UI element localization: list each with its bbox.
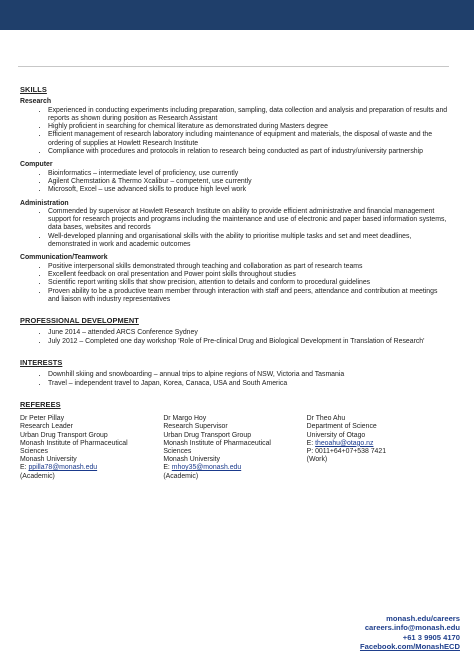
list-item: • Travel – independent travel to Japan, Korea, Canaca, USA and South America — [48, 380, 450, 388]
referee-email-link[interactable]: mhoy35@monash.edu — [171, 464, 242, 472]
list-item: • Proven ability to be a productive team member through interaction with staff and peers, attendance and contribution at meetings and liaison with industry representatives — [48, 288, 450, 305]
referee-group: Urban Drug Transport Group — [163, 431, 252, 439]
list-item: • Highly proficient in searching for chemical literature as demonstrated during Masters degree — [48, 123, 450, 131]
list-item: • June 2014 – attended ARCS Conference Sydney — [48, 329, 450, 337]
referee-email-link[interactable]: ppilla78@monash.edu — [28, 464, 98, 472]
referee-role: Department of Science — [306, 423, 377, 431]
list-item: • Commended by supervisor at Howlett Research Institute on ability to provide efficient administrative and financial management support for research projects and programs including the maintenance and use of electronic and paper based information systems, data bases, websites and records — [48, 208, 450, 233]
professional-development-heading: PROFESSIONAL DEVELOPMENT — [20, 316, 139, 326]
list-item: • Scientific report writing skills that show precision, attention to details and conform to procedural guidelines — [48, 279, 450, 287]
list-item: • Positive interpersonal skills demonstrated through teaching and collaboration as part of research teams — [48, 263, 450, 271]
referee-university: Monash University — [20, 456, 77, 464]
research-list — [20, 107, 450, 157]
referee-name: Dr Margo Hoy — [163, 415, 207, 423]
referee-institute-cont: Sciences — [20, 448, 48, 456]
referee-note: (Academic) — [163, 472, 199, 480]
interests-list — [20, 371, 450, 388]
footer-contact — [360, 614, 460, 651]
referee-name: Dr Theo Ahu — [306, 415, 346, 423]
referee-university: Monash University — [163, 456, 221, 464]
list-item: • July 2012 – Completed one day workshop 'Role of Pre-clinical Drug and Biological Development in Translation of Research' — [48, 338, 450, 346]
referee-phone: P: 0011+64+07+538 7421 — [306, 448, 387, 456]
referee-role: Research Supervisor — [163, 423, 228, 431]
footer-email-link[interactable]: careers.info@monash.edu — [364, 623, 460, 633]
list-item: • Agilent Chemstation & Thermo Xcalibur – competent, use currently — [48, 178, 450, 186]
list-item: • Experienced in conducting experiments including preparation, sampling, data collection and analysis and preparation of results and reports as shown during position as Research Assistant — [48, 107, 450, 124]
footer-website-link[interactable]: monash.edu/careers — [386, 614, 460, 623]
professional-development-list — [20, 329, 450, 346]
referee-3 — [307, 415, 450, 481]
referee-institute: Monash Institute of Pharmaceutical — [20, 439, 128, 447]
computer-subheading: Computer — [20, 161, 53, 169]
footer-phone: +61 3 9905 4170 — [402, 632, 460, 642]
referee-email-link[interactable]: theoahu@otago.nz — [315, 439, 374, 447]
list-item: • Efficient management of research laboratory including maintenance of equipment and materials, the disposal of waste and the ordering of supplies at Howlett Research Institute — [48, 131, 450, 148]
list-item: • Compliance with procedures and protocols in relation to research being conducted as part of industry/university partnership — [48, 148, 450, 156]
header-band — [0, 0, 474, 30]
referee-role: Research Leader — [20, 423, 73, 431]
administration-list — [20, 208, 450, 249]
list-item: • Bioinformatics – intermediate level of proficiency, use currently — [48, 170, 450, 178]
research-subheading: Research — [20, 98, 52, 106]
referee-institute: Monash Institute of Pharmaceutical — [163, 439, 271, 447]
communication-list — [20, 263, 450, 304]
communication-subheading: Communication/Teamwork — [20, 254, 108, 262]
referee-email-line: E: theoahu@otago.nz — [306, 439, 374, 447]
referee-email-line: E: mhoy35@monash.edu — [163, 464, 242, 472]
computer-list — [20, 170, 450, 195]
administration-subheading: Administration — [20, 199, 69, 207]
header-divider — [18, 66, 449, 67]
resume-body — [20, 86, 450, 481]
list-item: • Downhill skiing and snowboarding – annual trips to alpine regions of NSW, Victoria and Tasmania — [48, 371, 450, 379]
referee-group: Urban Drug Transport Group — [20, 431, 108, 439]
referee-2 — [163, 415, 306, 481]
referee-email-line: E: ppilla78@monash.edu — [20, 464, 98, 472]
referees-heading: REFEREES — [20, 399, 61, 409]
referee-name: Dr Peter Pillay — [20, 415, 65, 423]
list-item: • Well-developed planning and organisational skills with the ability to prioritise multiple tasks and set and meet deadlines, demonstrated in work and academic outcomes — [48, 233, 450, 250]
footer-facebook-link[interactable]: Facebook.com/MonashECD — [359, 641, 460, 651]
referee-institute-cont: Sciences — [163, 448, 192, 456]
referees-columns — [20, 415, 450, 481]
referee-note: (Work) — [306, 456, 328, 464]
referee-note: (Academic) — [20, 472, 55, 480]
list-item: • Microsoft, Excel – use advanced skills to produce high level work — [48, 186, 450, 194]
referee-university: University of Otago — [306, 431, 366, 439]
interests-heading: INTERESTS — [20, 358, 63, 368]
referee-1 — [20, 415, 163, 481]
list-item: • Excellent feedback on oral presentation and Power point skills throughout studies — [48, 271, 450, 279]
skills-heading: SKILLS — [20, 85, 47, 94]
